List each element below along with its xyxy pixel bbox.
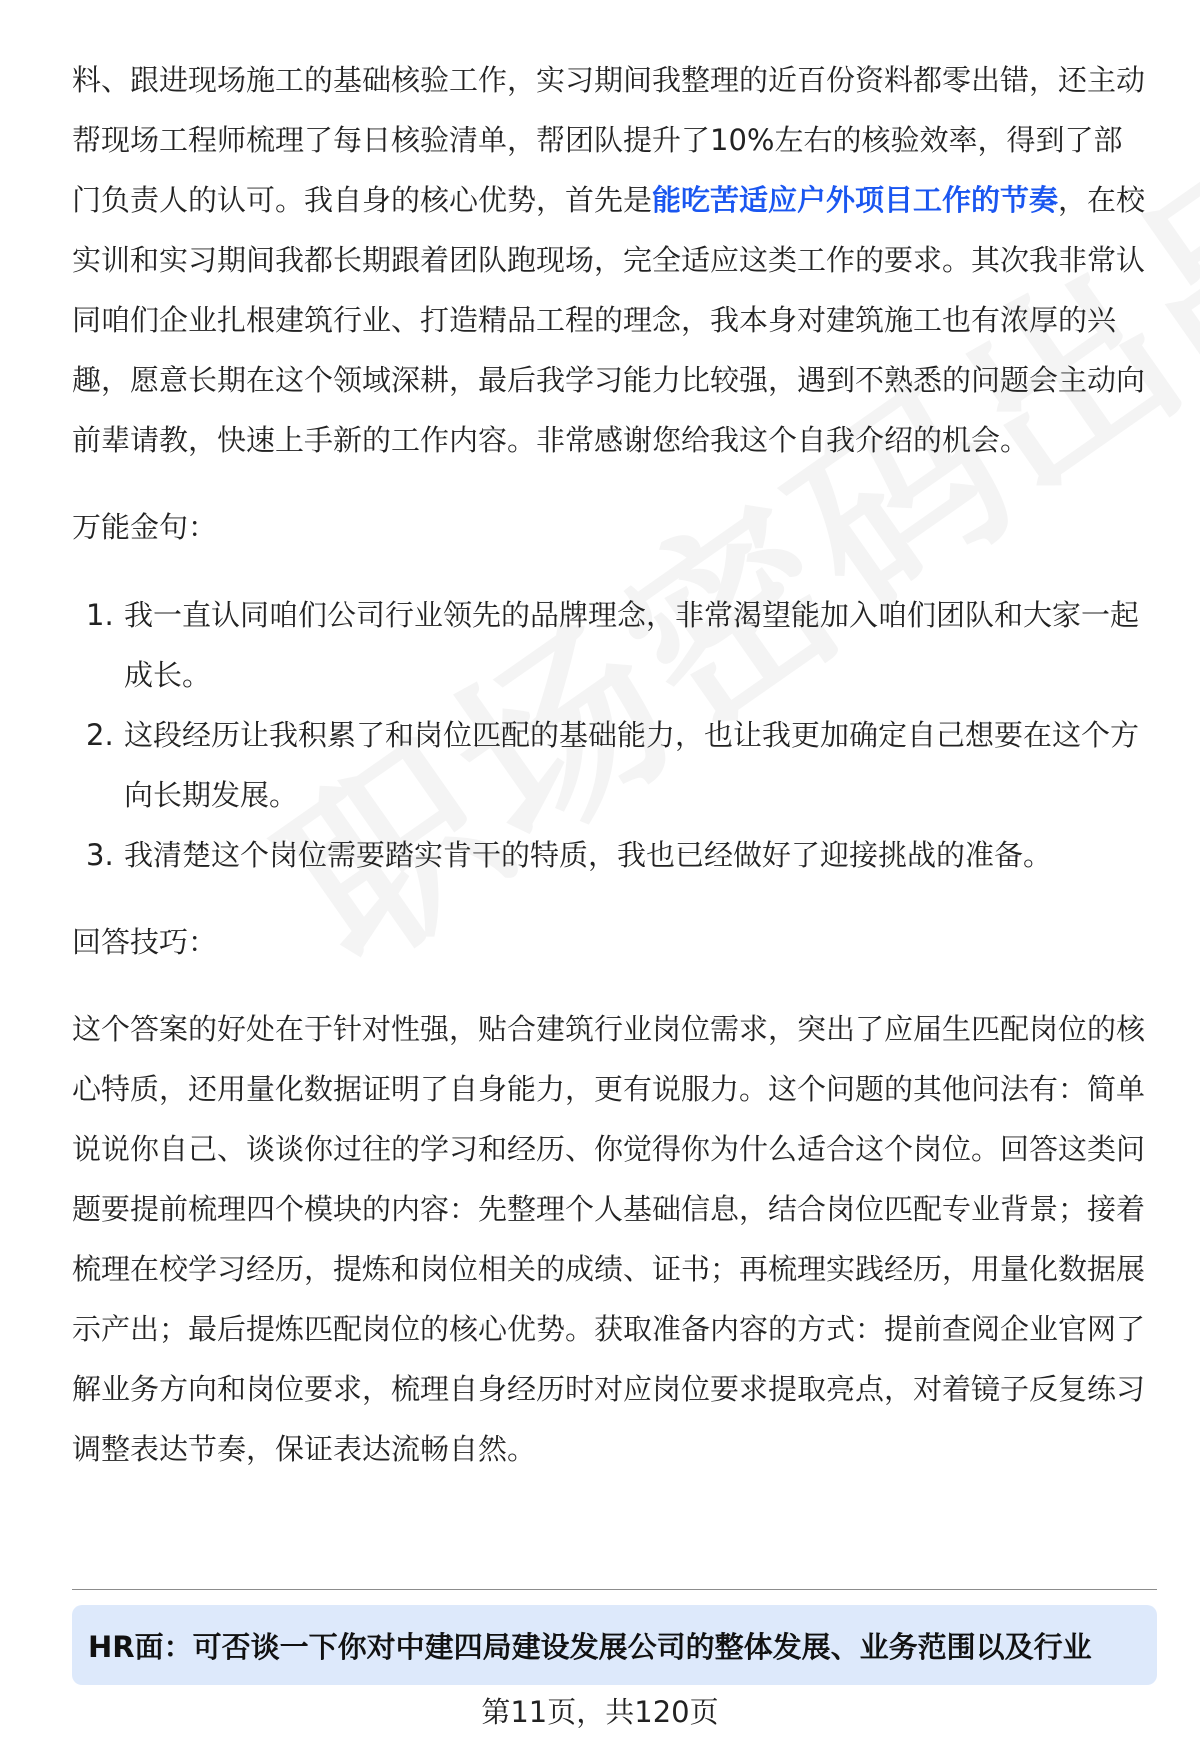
list-item: [72, 585, 1148, 705]
document-body: [72, 50, 1148, 1479]
intro-text-start: 料、跟进现场施工的基础核验工作，实习期间我整理的近百份资料都零出错，还主动帮现场工程师梳理了每日核验清单，帮团队提升了10%左右的核验效率，得到了部门负责人的认可。我自身的核心优势，首先是: [72, 63, 1146, 217]
tips-heading: 回答技巧：: [72, 925, 218, 959]
phrases-list: [72, 585, 1148, 885]
list-number: 1.: [86, 598, 114, 632]
list-item: [72, 825, 1148, 885]
list-number: 2.: [86, 718, 114, 752]
intro-text-end: ，在校实训和实习期间我都长期跟着团队跑现场，完全适应这类工作的要求。其次我非常认同咱们企业扎根建筑行业、打造精品工程的理念，我本身对建筑施工也有浓厚的兴趣，愿意长期在这个领域深耕，最后我学习能力比较强，遇到不熟悉的问题会主动向前辈请教，快速上手新的工作内容。非常感谢您给我这个自我介绍的机会。: [72, 183, 1146, 457]
page-number: 第11页，共120页: [481, 1695, 719, 1729]
phrases-heading: 万能金句：: [72, 510, 218, 544]
intro-paragraph: [72, 50, 1148, 470]
tips-paragraph: 这个答案的好处在于针对性强，贴合建筑行业岗位需求，突出了应届生匹配岗位的核心特质，还用量化数据证明了自身能力，更有说服力。这个问题的其他问法有：简单说说你自己、谈谈你过往的学习和经历、你觉得你为什么适合这个岗位。回答这类问题要提前梳理四个模块的内容：先整理个人基础信息，结合岗位匹配专业背景；接着梳理在校学习经历，提炼和岗位相关的成绩、证书；再梳理实践经历，用量化数据展示产出；最后提炼匹配岗位的核心优势。获取准备内容的方式：提前查阅企业官网了解业务方向和岗位要求，梳理自身经历时对应岗位要求提取亮点，对着镜子反复练习调整表达节奏，保证表达流畅自然。: [72, 1012, 1146, 1466]
list-item: [72, 705, 1148, 825]
next-question-box: [72, 1605, 1157, 1685]
list-text: 我清楚这个岗位需要踏实肯干的特质，我也已经做好了迎接挑战的准备。: [124, 838, 1053, 872]
list-text: 这段经历让我积累了和岗位匹配的基础能力，也让我更加确定自己想要在这个方向长期发展。: [124, 718, 1140, 812]
list-number: 3.: [86, 838, 114, 872]
list-text: 我一直认同咱们公司行业领先的品牌理念，非常渴望能加入咱们团队和大家一起成长。: [124, 598, 1140, 692]
section-divider: [72, 1589, 1157, 1590]
intro-highlight: 能吃苦适应户外项目工作的节奏: [652, 183, 1059, 217]
next-question-title: HR面：可否谈一下你对中建四局建设发展公司的整体发展、业务范围以及行业: [88, 1629, 1092, 1664]
